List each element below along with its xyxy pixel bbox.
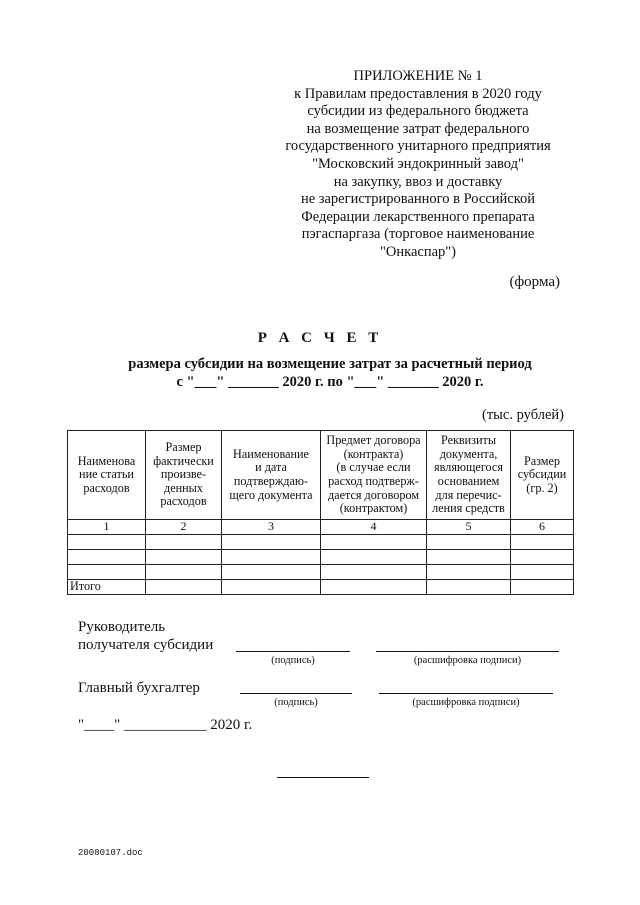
header-cell-actual-expenses: Размер фактически произве- денных расходов (146, 431, 222, 520)
appendix-line: "Онкаспар") (379, 243, 457, 260)
head-label: Руководитель получателя субсидии (78, 619, 214, 653)
date-line[interactable]: "____" ___________ 2020 г. (78, 717, 253, 733)
total-label: Итого (68, 579, 146, 594)
document-subtitle (60, 355, 600, 391)
table-cell[interactable] (427, 534, 511, 549)
table-cell[interactable] (511, 549, 574, 564)
appendix-block (268, 68, 568, 262)
column-number: 3 (222, 520, 321, 535)
table-number-row (68, 520, 574, 535)
header-cell-contract-subject: Предмет договора (контракта) (в случае если расход подтверж- дается договором (контрактом) (321, 431, 427, 520)
table-cell[interactable] (146, 534, 222, 549)
table-row (68, 549, 574, 564)
table-cell[interactable] (68, 534, 146, 549)
table-cell[interactable] (321, 564, 427, 579)
header-cell-document-details: Реквизиты документа, являющегося основанием для перечис- ления средств (427, 431, 511, 520)
subtitle-line-1: размера субсидии на возмещение затрат за расчетный период (128, 356, 532, 372)
appendix-line: государственного унитарного предприятия (285, 138, 551, 155)
calculation-table (67, 430, 574, 595)
header-cell-document-name: Наименование и дата подтверждаю- щего документа (222, 431, 321, 520)
form-label: (форма) (509, 274, 560, 290)
document-title: Р А С Ч Е Т (257, 330, 383, 346)
table-cell[interactable] (222, 579, 321, 594)
table-row (68, 534, 574, 549)
header-cell-subsidy-amount: Размер субсидии (гр. 2) (511, 431, 574, 520)
table-cell[interactable] (427, 579, 511, 594)
file-name-footer: 20080107.doc (78, 848, 143, 858)
table-cell[interactable] (511, 534, 574, 549)
appendix-line: на закупку, ввоз и доставку (333, 173, 503, 190)
accountant-decoding-line[interactable] (379, 693, 553, 694)
table-cell[interactable] (511, 579, 574, 594)
accountant-label: Главный бухгалтер (78, 680, 200, 696)
head-decoding-line[interactable] (376, 651, 559, 652)
units-label: (тыс. рублей) (482, 407, 564, 423)
column-number: 4 (321, 520, 427, 535)
table-row (68, 564, 574, 579)
appendix-line: Федерации лекарственного препарата (301, 208, 535, 225)
column-number: 6 (511, 520, 574, 535)
accountant-signature-line[interactable] (240, 693, 352, 694)
table-cell[interactable] (511, 564, 574, 579)
head-signature-hint: (подпись) (271, 655, 315, 666)
appendix-line: на возмещение затрат федерального (306, 120, 530, 137)
accountant-signature-hint: (подпись) (274, 697, 318, 708)
bottom-separator-line (277, 777, 369, 778)
table-cell[interactable] (222, 534, 321, 549)
table-cell[interactable] (222, 564, 321, 579)
table-cell[interactable] (68, 564, 146, 579)
table-cell[interactable] (146, 549, 222, 564)
table-cell[interactable] (427, 549, 511, 564)
appendix-line: пэгаспаргаза (торговое наименование (301, 226, 535, 243)
appendix-line: к Правилам предоставления в 2020 году (294, 85, 542, 102)
appendix-line: не зарегистрированного в Российской (300, 191, 536, 208)
table-total-row (68, 579, 574, 594)
head-signature-line[interactable] (236, 651, 350, 652)
table-cell[interactable] (68, 549, 146, 564)
table-cell[interactable] (321, 579, 427, 594)
column-number: 5 (427, 520, 511, 535)
subtitle-line-2: с "___" _______ 2020 г. по "___" _______ 2020 г. (176, 374, 484, 390)
table-cell[interactable] (427, 564, 511, 579)
header-cell-expense-item: Наименова ние статьи расходов (68, 431, 146, 520)
appendix-line: ПРИЛОЖЕНИЕ № 1 (353, 68, 483, 84)
accountant-decoding-hint: (расшифровка подписи) (412, 697, 520, 708)
table-cell[interactable] (321, 534, 427, 549)
table-cell[interactable] (321, 549, 427, 564)
head-decoding-hint: (расшифровка подписи) (413, 655, 522, 666)
table-cell[interactable] (146, 564, 222, 579)
appendix-line: "Московский эндокринный завод" (312, 155, 524, 172)
table-cell[interactable] (222, 549, 321, 564)
table-header-row (68, 431, 574, 520)
appendix-line: субсидии из федерального бюджета (307, 103, 529, 120)
column-number: 2 (146, 520, 222, 535)
table-cell[interactable] (146, 579, 222, 594)
column-number: 1 (68, 520, 146, 535)
